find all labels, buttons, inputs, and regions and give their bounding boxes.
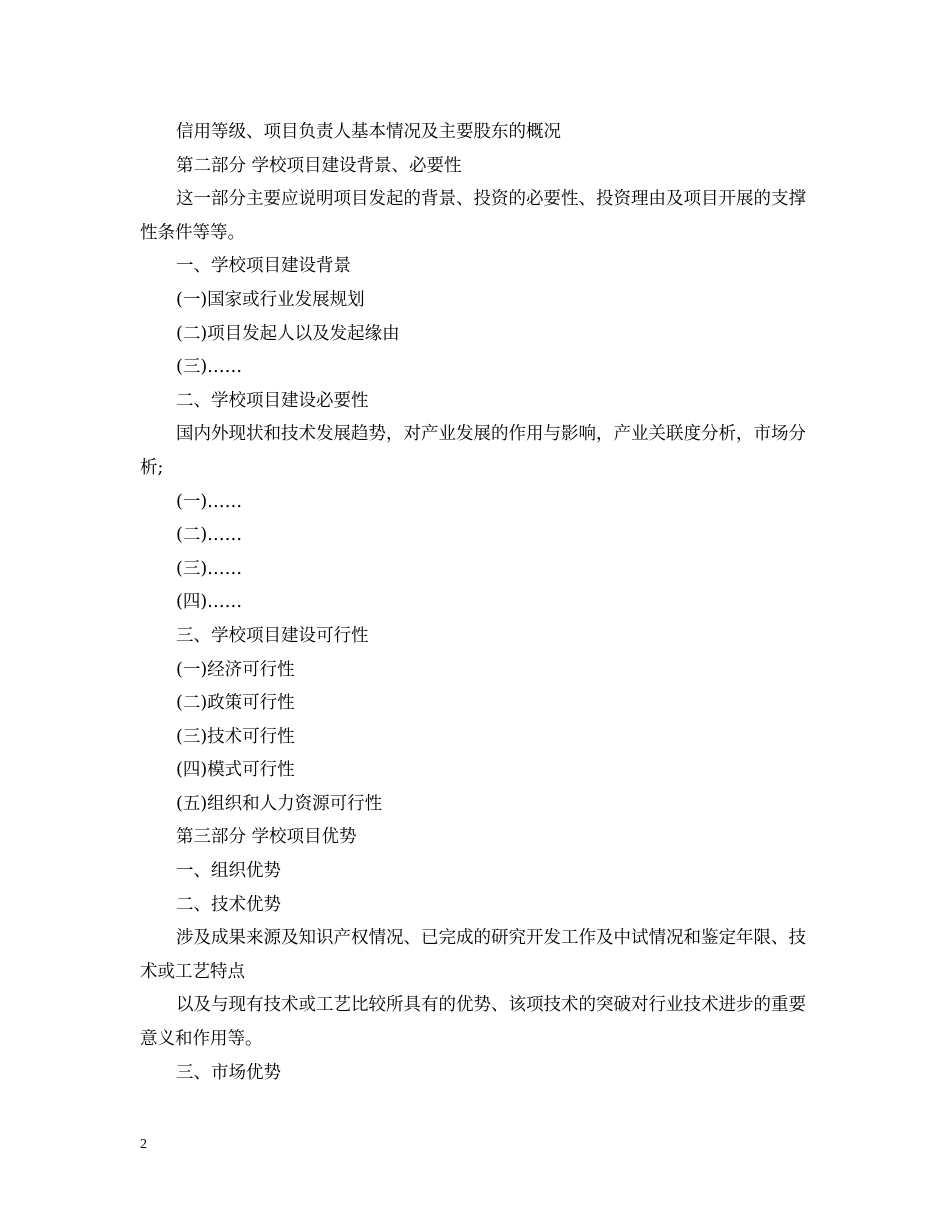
document-body <box>140 116 812 1090</box>
list-item: (三)技术可行性 <box>176 726 295 747</box>
list-item: (二)项目发起人以及发起缘由 <box>176 323 400 344</box>
subsection-heading: 二、学校项目建设必要性 <box>176 390 369 411</box>
list-item: (五)组织和人力资源可行性 <box>176 793 383 814</box>
subsection-heading: 三、学校项目建设可行性 <box>176 625 369 646</box>
list-item: (一)…… <box>176 491 243 512</box>
list-item: (三)…… <box>176 558 243 579</box>
list-item: (四)模式可行性 <box>176 760 295 781</box>
subsection-heading: 三、市场优势 <box>176 1062 281 1083</box>
paragraph: 信用等级、项目负责人基本情况及主要股东的概况 <box>176 122 561 142</box>
paragraph: 国内外现状和技术发展趋势，对产业发展的作用与影响，产业关联度分析，市场分析; <box>140 424 806 478</box>
subsection-heading: 一、学校项目建设背景 <box>176 256 351 277</box>
list-item: (三)…… <box>176 357 243 378</box>
paragraph: 以及与现有技术或工艺比较所具有的优势、该项技术的突破对行业技术进步的重要意义和作用等。 <box>140 995 806 1050</box>
paragraph: 这一部分主要应说明项目发起的背景、投资的必要性、投资理由及项目开展的支撑性条件等等。 <box>140 189 806 243</box>
list-item: (二)…… <box>176 525 243 546</box>
list-item: (一)国家或行业发展规划 <box>176 289 365 310</box>
subsection-heading: 二、技术优势 <box>176 894 281 915</box>
list-item: (二)政策可行性 <box>176 693 295 714</box>
paragraph: 涉及成果来源及知识产权情况、已完成的研究开发工作及中试情况和鉴定年限、技术或工艺特点 <box>140 928 806 982</box>
subsection-heading: 一、组织优势 <box>176 861 281 882</box>
list-item: (四)…… <box>176 592 243 613</box>
section-heading: 第三部分 学校项目优势 <box>176 827 357 848</box>
section-heading: 第二部分 学校项目建设背景、必要性 <box>176 155 462 176</box>
list-item: (一)经济可行性 <box>176 659 295 680</box>
page-number: 2 <box>140 1137 147 1152</box>
